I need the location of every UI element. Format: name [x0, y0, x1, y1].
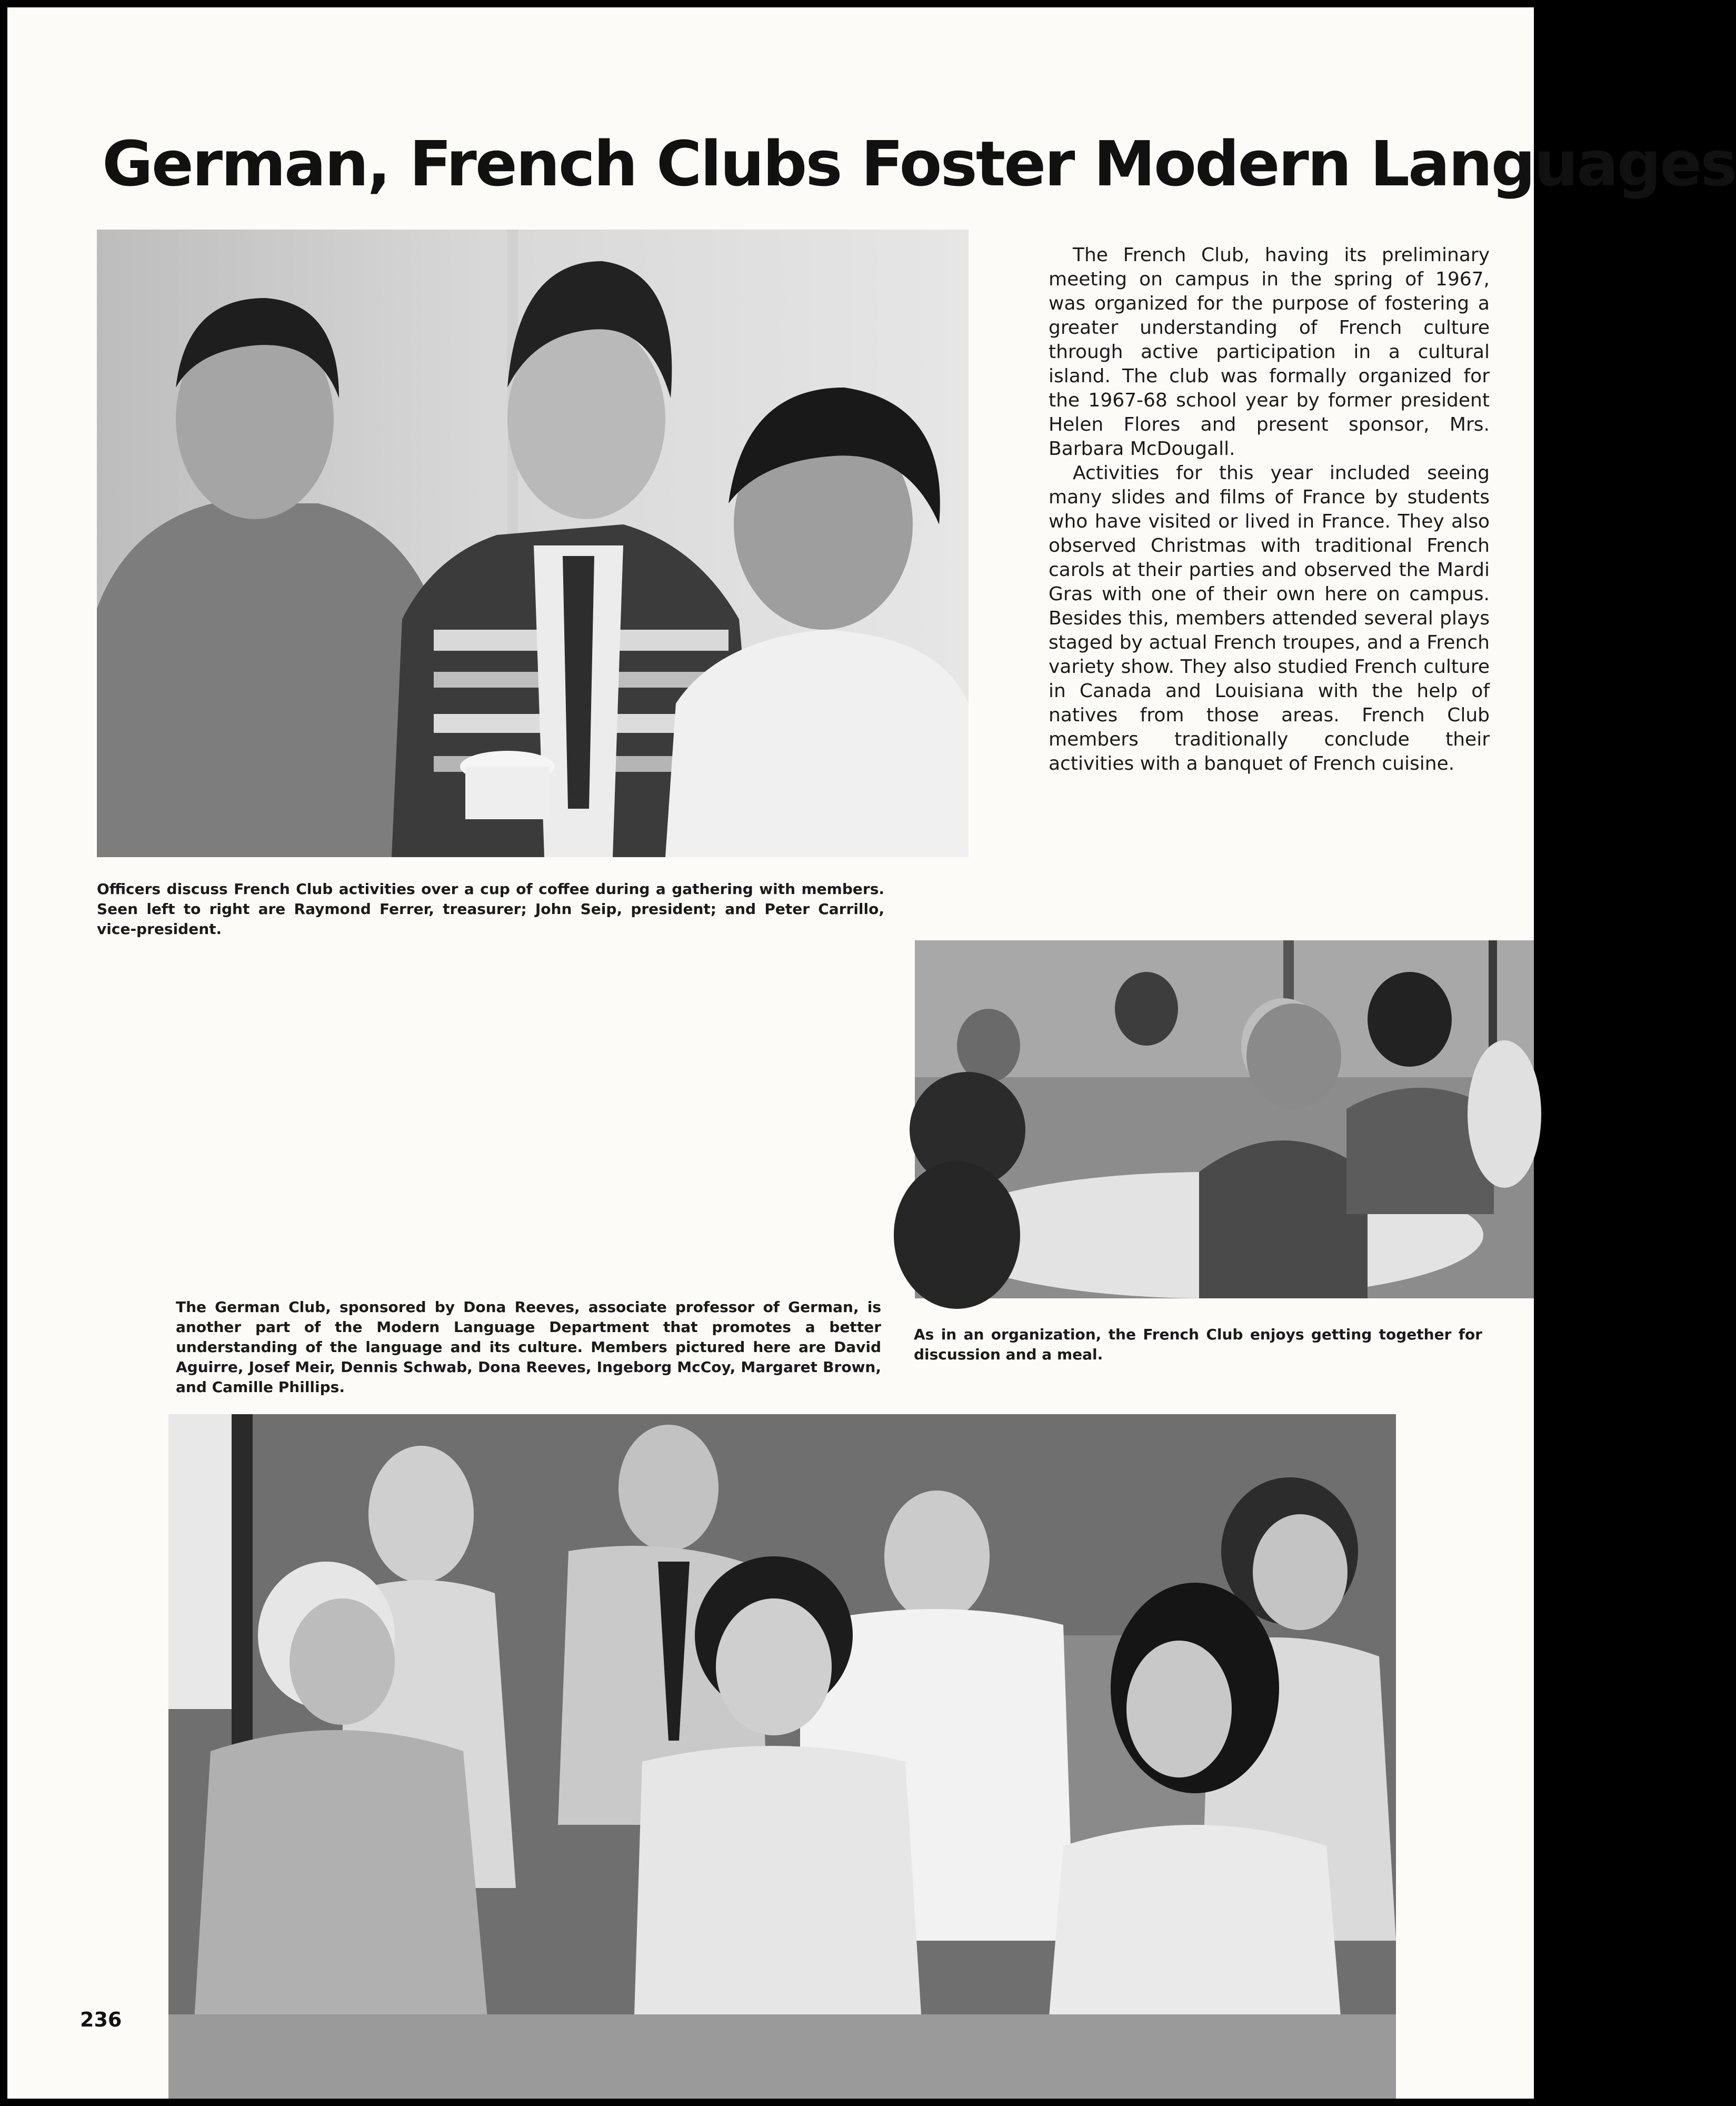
german-club-photo: [168, 1414, 1396, 2099]
german-club-caption: The German Club, sponsored by Dona Reeves, associate professor of German, is another part of the Modern Language Department that promotes a better understanding of the language and its culture. Members pictured here are David Aguirre, Josef Meir, Dennis Schwab, Dona Reeves, Ingeborg McCoy, Margaret Brown, and Camille Phillips.: [176, 1298, 881, 1396]
yearbook-page: [7, 7, 1736, 2099]
officers-photo: [97, 230, 969, 857]
article-paragraph-1: The French Club, having its preliminary meeting on campus in the spring of 1967, was organized for the purpose of fostering a greater understanding of French culture through active participation in a cultural island. The club was formally organized for the 1967-68 school year by former president Helen Flores and present sponsor, Mrs. Barbara McDougall.: [1049, 244, 1490, 460]
french-club-article: [1049, 243, 1490, 776]
french-club-meal-photo: [915, 940, 1534, 1298]
french-club-meal-caption: As in an organization, the French Club enjoys getting together for discussion and a meal.: [914, 1326, 1482, 1363]
page-number: 236: [80, 2008, 122, 2031]
officers-caption: Officers discuss French Club activities over a cup of coffee during a gathering with members. Seen left to right are Raymond Ferrer, treasurer; John Seip, president; and Peter Carrillo, vice-president.: [97, 880, 884, 938]
article-paragraph-2: Activities for this year included seeing many slides and films of France by students who have visited or lived in France. They also observed Christmas with traditional French carols at their parties and observed the Mardi Gras with one of their own here on campus. Besides this, members attended several plays staged by actual French troupes, and a French variety show. They also studied French culture in Canada and Louisiana with the help of natives from those areas. French Club members traditionally conclude their activities with a banquet of French cuisine.: [1049, 462, 1490, 774]
page-headline: German, French Clubs Foster Modern Languages: [102, 127, 1736, 200]
